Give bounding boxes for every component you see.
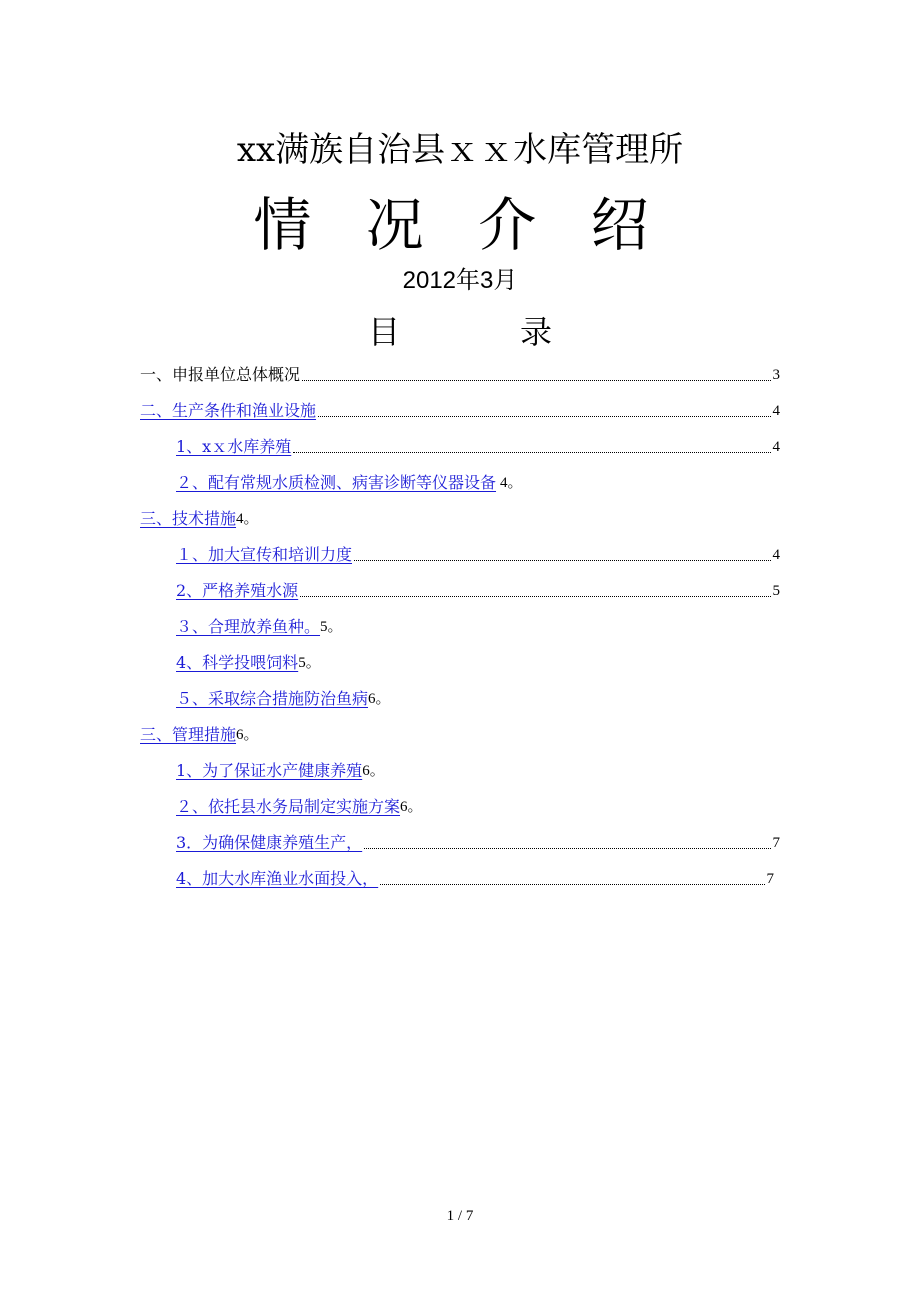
toc-entry-page: 5 [772,583,780,599]
toc-entry-page: 7 [772,835,780,851]
toc-entry-page: 6。 [236,727,259,743]
toc-entry-page: 4 [772,547,780,563]
toc-entry[interactable] [140,718,259,746]
toc-entry-link[interactable]: ２、配有常规水质检测、病害诊断等仪器设备 [176,473,497,492]
toc-entry-page: 4。 [236,511,259,527]
toc-entry[interactable] [176,646,321,674]
toc-leader [364,848,770,849]
toc-entry-link[interactable]: 1、xｘ水库养殖 [176,437,292,456]
document-date: 2012年3月 [402,267,518,294]
toc-leader [293,452,770,453]
toc-leader [380,884,764,885]
toc-entry-link[interactable]: 3．为确保健康养殖生产， [176,833,363,852]
toc-leader [302,380,770,381]
toc-entry-link[interactable]: 二、生产条件和渔业设施 [140,401,317,420]
toc-entry-link[interactable]: 三、技术措施 [140,509,237,528]
toc-entry[interactable] [176,538,780,566]
toc-entry-link[interactable]: 4、科学投喂饲料 [176,653,299,672]
organization-title: xx满族自治县ｘｘ水库管理所 [236,130,684,170]
toc-leader [318,416,770,417]
toc-heading-right: 录 [520,313,553,351]
toc-entry-link[interactable]: ５、采取综合措施防治鱼病 [176,689,369,708]
toc-entry[interactable] [176,430,780,458]
toc-entry-link[interactable]: １、加大宣传和培训力度 [176,545,353,564]
toc-entry-link[interactable]: 1、为了保证水产健康养殖 [176,761,363,780]
toc-entry-link[interactable]: 2、严格养殖水源 [176,581,299,600]
toc-entry[interactable] [176,682,391,710]
document-title: 情 况 介 绍 [253,191,667,259]
toc-heading [0,310,920,354]
toc-entry-link[interactable]: ２、依托县水务局制定实施方案 [176,797,401,816]
toc-entry-link[interactable]: ３、合理放养鱼种。 [176,617,321,636]
toc-entry-label: 一、申报单位总体概况 [140,365,301,384]
toc-entry[interactable] [140,502,259,530]
toc-entry[interactable] [176,862,774,890]
toc-leader [300,596,770,597]
toc-entry-page: 6。 [400,799,423,815]
toc-entry-page: 6。 [362,763,385,779]
toc-entry[interactable] [176,790,423,818]
toc-entry[interactable] [176,610,343,638]
toc-entry[interactable] [176,466,523,494]
toc-entry-page: 4。 [500,475,523,491]
toc-entry-page: 7 [766,871,774,887]
toc-entry-page: 3 [772,367,780,383]
toc-entry-page: 5。 [298,655,321,671]
toc-leader [354,560,770,561]
toc-entry-page: 4 [772,439,780,455]
toc-entry[interactable] [140,358,780,386]
toc-entry[interactable] [176,574,780,602]
toc-entry-page: 5。 [320,619,343,635]
page-indicator: 1 / 7 [446,1208,474,1224]
toc-entry-link[interactable]: 三、管理措施 [140,725,237,744]
toc-entry-link[interactable]: 4、加大水库渔业水面投入， [176,869,379,888]
toc-entry[interactable] [140,394,780,422]
toc-entry[interactable] [176,754,385,782]
toc-entry[interactable] [176,826,780,854]
toc-entry-page: 4 [772,403,780,419]
toc-heading-left: 目 [367,313,400,351]
toc-entry-page: 6。 [368,691,391,707]
